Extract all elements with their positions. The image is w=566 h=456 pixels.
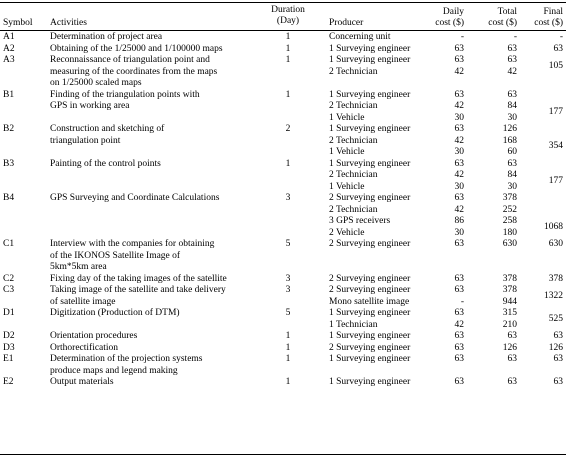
cell-producer: 2 Surveying engineer	[329, 193, 411, 203]
cell-daily-cost: 30	[454, 112, 464, 123]
cell-duration: 1	[285, 354, 291, 364]
cell-total-cost: 42	[507, 66, 517, 77]
cell-total-cost: 30	[507, 112, 517, 123]
cell-daily-cost: 63	[454, 273, 464, 284]
cell-activity: triangulation point	[50, 135, 121, 146]
cell-symbol: D1	[3, 308, 15, 318]
cell-daily-cost: 42	[454, 135, 464, 146]
cell-duration: 1	[285, 89, 291, 100]
cell-producer: 1 Surveying engineer	[329, 55, 411, 65]
cell-activity: 5km*5km area	[50, 262, 107, 272]
cell-duration: 2	[285, 124, 291, 134]
cell-daily-cost: 63	[454, 124, 464, 134]
cell-producer: 1 Surveying engineer	[329, 308, 411, 318]
cell-total-cost: 378	[502, 273, 517, 284]
cell-final-cost: 126	[548, 342, 563, 353]
cell-daily-cost: 42	[454, 170, 464, 180]
cell-producer: 2 Surveying engineer	[329, 239, 411, 249]
cell-daily-cost: 42	[454, 101, 464, 111]
cell-final-cost: 630	[548, 239, 563, 249]
cell-producer: 1 Surveying engineer	[329, 377, 411, 387]
cell-daily-cost: 30	[454, 181, 464, 192]
cell-activity: measuring of the coordinates from the maps	[50, 66, 218, 77]
cell-activity: Construction and sketching of	[50, 124, 165, 134]
cell-producer: 3 GPS receivers	[329, 216, 391, 226]
cell-producer: 1 Surveying engineer	[329, 43, 411, 54]
cell-total-cost: 63	[507, 377, 517, 387]
header-final-line2: cost ($)	[534, 18, 563, 28]
cell-daily-cost: 30	[454, 147, 464, 157]
cell-total-cost: 63	[507, 55, 517, 65]
cell-producer: 1 Vehicle	[329, 181, 365, 192]
cell-producer: 2 Surveying engineer	[329, 273, 411, 284]
cell-daily-cost: 63	[454, 331, 464, 341]
cell-total-cost: 126	[502, 124, 517, 134]
cell-daily-cost: 63	[454, 239, 464, 249]
header-daily-line2: cost ($)	[435, 18, 464, 28]
cell-activity: Obtaining of the 1/25000 and 1/100000 maps	[50, 43, 223, 54]
cell-activity: Digitization (Production of DTM)	[50, 308, 180, 318]
cell-activity: Orientation procedures	[50, 331, 138, 341]
header-total-line2: cost ($)	[488, 18, 517, 28]
cell-producer: 2 Technician	[329, 170, 378, 180]
cell-daily-cost: 63	[454, 377, 464, 387]
header-final-line1: Final	[543, 7, 563, 17]
cell-daily-cost: -	[460, 296, 464, 307]
cell-duration: 3	[285, 273, 291, 284]
cell-total-cost: 63	[507, 354, 517, 364]
cell-daily-cost: 63	[454, 285, 464, 295]
cell-producer: 1 Vehicle	[329, 147, 365, 157]
cell-total-cost: 30	[507, 181, 517, 192]
header-duration-line1: Duration	[271, 5, 305, 15]
cell-producer: 2 Surveying engineer	[329, 342, 411, 353]
cell-symbol: B3	[3, 158, 15, 169]
cell-total-cost: 210	[502, 319, 517, 330]
cell-activity: of satellite image	[50, 296, 116, 307]
cell-producer: 1 Surveying engineer	[329, 331, 411, 341]
header-daily-line1: Daily	[442, 7, 464, 17]
cell-activity: Determination of project area	[50, 32, 163, 42]
cell-final-cost: 354	[548, 141, 563, 152]
cell-producer: 1 Surveying engineer	[329, 124, 411, 134]
cell-producer: 1 Technician	[329, 319, 378, 330]
cell-daily-cost: 42	[454, 319, 464, 330]
cell-total-cost: 168	[502, 135, 517, 146]
cell-symbol: A2	[3, 43, 15, 54]
cell-daily-cost: -	[460, 32, 464, 42]
cell-symbol: C1	[3, 239, 15, 249]
cell-activity: of the IKONOS Satellite Image of	[50, 250, 181, 261]
cell-producer: 1 Surveying engineer	[329, 354, 411, 364]
cell-daily-cost: 63	[454, 158, 464, 169]
cell-producer: 1 Vehicle	[329, 112, 365, 123]
cell-total-cost: 63	[507, 89, 517, 100]
cell-duration: 1	[285, 331, 291, 341]
cell-duration: 3	[285, 193, 291, 203]
cell-producer: 2 Technician	[329, 135, 378, 146]
cell-producer: 2 Vehicle	[329, 227, 365, 238]
cell-activity: Determination of the projection systems	[50, 354, 203, 364]
cell-final-cost: 177	[548, 175, 563, 186]
cell-final-cost: 105	[548, 60, 563, 71]
cell-final-cost: 378	[548, 273, 563, 284]
cell-duration: 1	[285, 377, 291, 387]
cell-symbol: E2	[3, 377, 14, 387]
cell-duration: 1	[285, 55, 291, 65]
cell-final-cost: 1322	[544, 290, 563, 301]
cell-total-cost: 126	[502, 342, 517, 353]
cell-daily-cost: 63	[454, 55, 464, 65]
cell-total-cost: 60	[507, 147, 517, 157]
cell-duration: 1	[285, 158, 291, 169]
header-bottom-rule	[0, 30, 566, 31]
cell-total-cost: 944	[502, 296, 517, 307]
cell-producer: 2 Surveying engineer	[329, 285, 411, 295]
cell-daily-cost: 86	[454, 216, 464, 226]
cell-producer: 2 Technician	[329, 66, 378, 77]
cell-daily-cost: 63	[454, 193, 464, 203]
cell-producer: 2 Technician	[329, 101, 378, 111]
cell-final-cost: 63	[553, 43, 563, 54]
cell-total-cost: 258	[502, 216, 517, 226]
cell-producer: 1 Surveying engineer	[329, 158, 411, 169]
cell-activity: GPS in working area	[50, 101, 130, 111]
cell-activity: Interview with the companies for obtaining	[50, 239, 215, 249]
cell-total-cost: 630	[502, 239, 517, 249]
cell-duration: 3	[285, 285, 291, 295]
header-producer: Producer	[329, 18, 364, 28]
cell-total-cost: 63	[507, 158, 517, 169]
cell-duration: 5	[285, 308, 291, 318]
cell-total-cost: 84	[507, 170, 517, 180]
cell-activity: produce maps and legend making	[50, 365, 178, 376]
cell-symbol: E1	[3, 354, 14, 364]
cell-final-cost: 1068	[544, 221, 563, 232]
cell-final-cost: -	[559, 32, 563, 42]
cell-producer: Mono satellite image	[329, 296, 410, 307]
cell-daily-cost: 42	[454, 66, 464, 77]
cell-total-cost: 378	[502, 193, 517, 203]
cell-total-cost: 84	[507, 101, 517, 111]
cell-symbol: A3	[3, 55, 15, 65]
cell-symbol: B2	[3, 124, 15, 134]
cell-symbol: B4	[3, 193, 15, 203]
cell-total-cost: 63	[507, 331, 517, 341]
cell-final-cost: 177	[548, 106, 563, 117]
cell-total-cost: -	[513, 32, 517, 42]
cell-symbol: D2	[3, 331, 15, 341]
cell-final-cost: 63	[553, 354, 563, 364]
cell-activity: Reconnaissance of triangulation point and	[50, 55, 210, 65]
cell-producer: 1 Surveying engineer	[329, 89, 411, 100]
cell-activity: Painting of the control points	[50, 158, 161, 169]
cell-activity: Orthorectification	[50, 342, 119, 353]
cell-activity: Fixing day of the taking images of the satellite	[50, 273, 227, 284]
cell-final-cost: 525	[548, 313, 563, 324]
header-activities: Activities	[50, 18, 87, 28]
cell-activity: Output materials	[50, 377, 114, 387]
cell-total-cost: 378	[502, 285, 517, 295]
cell-daily-cost: 30	[454, 227, 464, 238]
cell-producer: 2 Technician	[329, 204, 378, 215]
cell-duration: 1	[285, 43, 291, 54]
cell-total-cost: 315	[502, 308, 517, 318]
cell-symbol: A1	[3, 32, 15, 42]
cell-total-cost: 63	[507, 43, 517, 54]
cell-final-cost: 63	[553, 377, 563, 387]
cell-total-cost: 252	[502, 204, 517, 215]
cell-daily-cost: 63	[454, 354, 464, 364]
cell-daily-cost: 63	[454, 43, 464, 54]
cell-symbol: B1	[3, 89, 15, 100]
cell-symbol: D3	[3, 342, 15, 353]
cell-activity: on 1/25000 scaled maps	[50, 78, 142, 88]
cell-daily-cost: 63	[454, 342, 464, 353]
cell-duration: 1	[285, 32, 291, 42]
header-total-line1: Total	[497, 7, 517, 17]
cell-symbol: C2	[3, 273, 15, 284]
cell-symbol: C3	[3, 285, 15, 295]
cell-activity: Taking image of the satellite and take delivery	[50, 285, 226, 295]
header-duration-line2: (Day)	[276, 16, 300, 26]
cell-total-cost: 180	[502, 227, 517, 238]
cell-daily-cost: 63	[454, 308, 464, 318]
table-top-rule	[0, 2, 566, 3]
header-symbol: Symbol	[3, 18, 33, 28]
cell-duration: 1	[285, 342, 291, 353]
table-bottom-rule	[0, 454, 566, 455]
cell-activity: GPS Surveying and Coordinate Calculations	[50, 193, 220, 203]
cell-producer: Concerning unit	[329, 32, 391, 42]
cell-daily-cost: 42	[454, 204, 464, 215]
cell-duration: 5	[285, 239, 291, 249]
cell-daily-cost: 63	[454, 89, 464, 100]
cell-final-cost: 63	[553, 331, 563, 341]
cell-activity: Finding of the triangulation points with	[50, 89, 200, 100]
